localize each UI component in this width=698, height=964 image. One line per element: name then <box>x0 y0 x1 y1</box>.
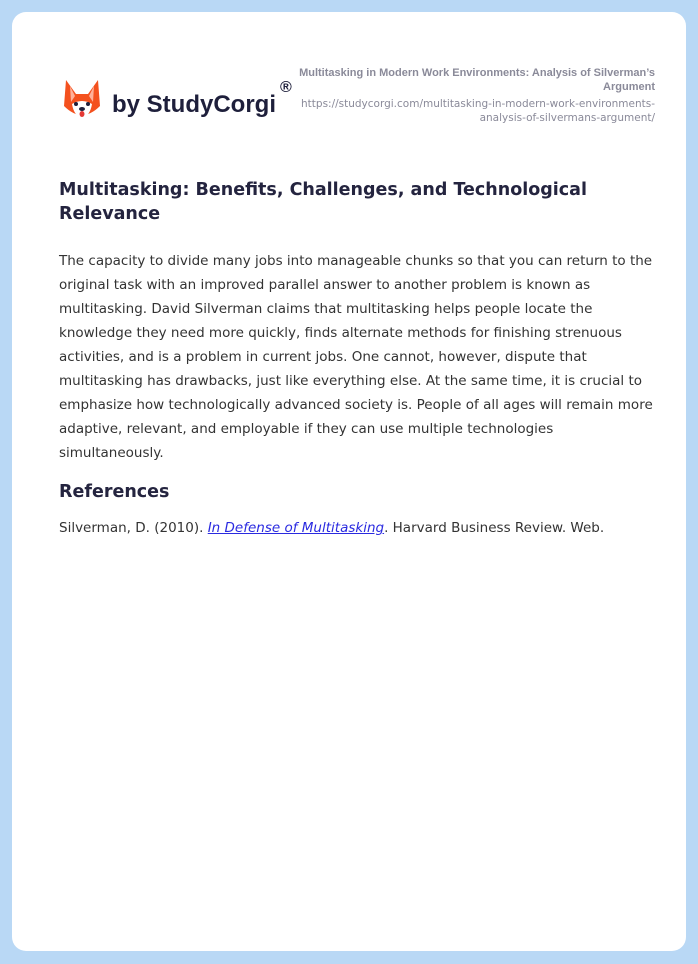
document-title: Multitasking in Modern Work Environments: Analysis of Silverman’s Argument <box>299 67 655 93</box>
references-heading: References <box>59 482 170 502</box>
reference-item: Silverman, D. (2010). In Defense of Multitasking. Harvard Business Review. Web. <box>59 520 605 536</box>
studycorgi-logo[interactable] <box>62 78 292 122</box>
article-heading: Multitasking: Benefits, Challenges, and Technological Relevance <box>59 180 587 224</box>
reference-link[interactable]: In Defense of Multitasking <box>207 520 385 536</box>
corgi-icon <box>62 78 102 122</box>
page <box>12 12 686 951</box>
logo-text: by StudyCorgi® <box>112 79 292 118</box>
article-paragraph: The capacity to divide many jobs into manageable chunks so that you can return to the original task with an improved parallel answer to another problem is known as multitasking. David Silverman claims that multitasking helps people locate the knowledge they need more quickly, finds alternate methods for finishing strenuous activities, and is a problem in current jobs. One cannot, however, dispute that multitasking has drawbacks, just like everything else. At the same time, it is crucial to emphasize how technologically advanced society is. People of all ages will remain more adaptive, relevant, and employable if they can use multiple technologies simultaneously. <box>59 253 653 461</box>
document-url[interactable]: https://studycorgi.com/multitasking-in-modern-work-environments-analysis-of-silvermans-argument/ <box>301 98 655 124</box>
document-meta <box>295 66 655 125</box>
